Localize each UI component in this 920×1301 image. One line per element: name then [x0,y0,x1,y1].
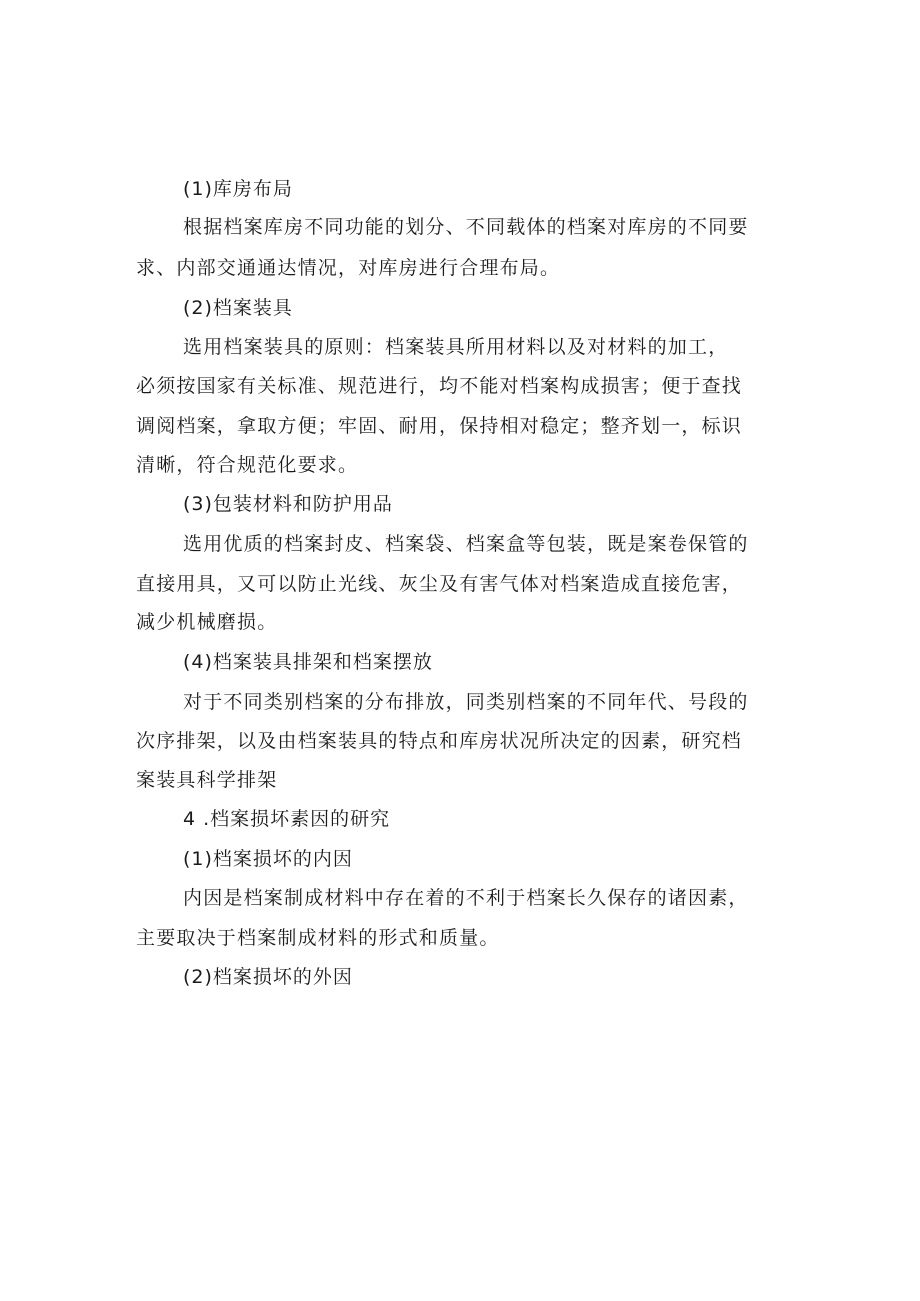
heading-archive-equipment: (2)档案装具 [183,297,293,319]
paragraph-line: 必须按国家有关标准、规范进行，均不能对档案构成损害；便于查找 [136,375,743,397]
paragraph-line: 求、内部交通通达情况，对库房进行合理布局。 [136,257,561,279]
heading-shelving-arrangement: (4)档案装具排架和档案摆放 [183,651,433,673]
paragraph-line: 内因是档案制成材料中存在着的不利于档案长久保存的诸因素， [183,887,749,909]
paragraph-line: 案装具科学排架 [136,769,278,791]
paragraph-line: 次序排架，以及由档案装具的特点和库房状况所决定的因素，研究档 [136,730,743,752]
paragraph-line: 直接用具，又可以防止光线、灰尘及有害气体对档案造成直接危害， [136,573,743,595]
paragraph-line: 选用优质的档案封皮、档案袋、档案盒等包装，既是案卷保管的 [183,533,749,555]
heading-warehouse-layout: (1)库房布局 [183,178,293,200]
heading-internal-causes: (1)档案损坏的内因 [183,848,353,870]
heading-external-causes: (2)档案损坏的外因 [183,966,353,988]
heading-packaging-materials: (3)包装材料和防护用品 [183,493,393,515]
paragraph-line: 根据档案库房不同功能的划分、不同载体的档案对库房的不同要 [183,216,749,238]
paragraph-line: 主要取决于档案制成材料的形式和质量。 [136,927,500,949]
paragraph-line: 减少机械磨损。 [136,611,278,633]
section-heading-damage-causes: 4 .档案损坏素因的研究 [183,808,391,830]
paragraph-line: 对于不同类别档案的分布排放，同类别档案的不同年代、号段的 [183,691,749,713]
paragraph-line: 清晰，符合规范化要求。 [136,454,359,476]
paragraph-line: 调阅档案，拿取方便；牢固、耐用，保持相对稳定；整齐划一，标识 [136,415,743,437]
paragraph-line: 选用档案装具的原则：档案装具所用材料以及对材料的加工， [183,336,729,358]
